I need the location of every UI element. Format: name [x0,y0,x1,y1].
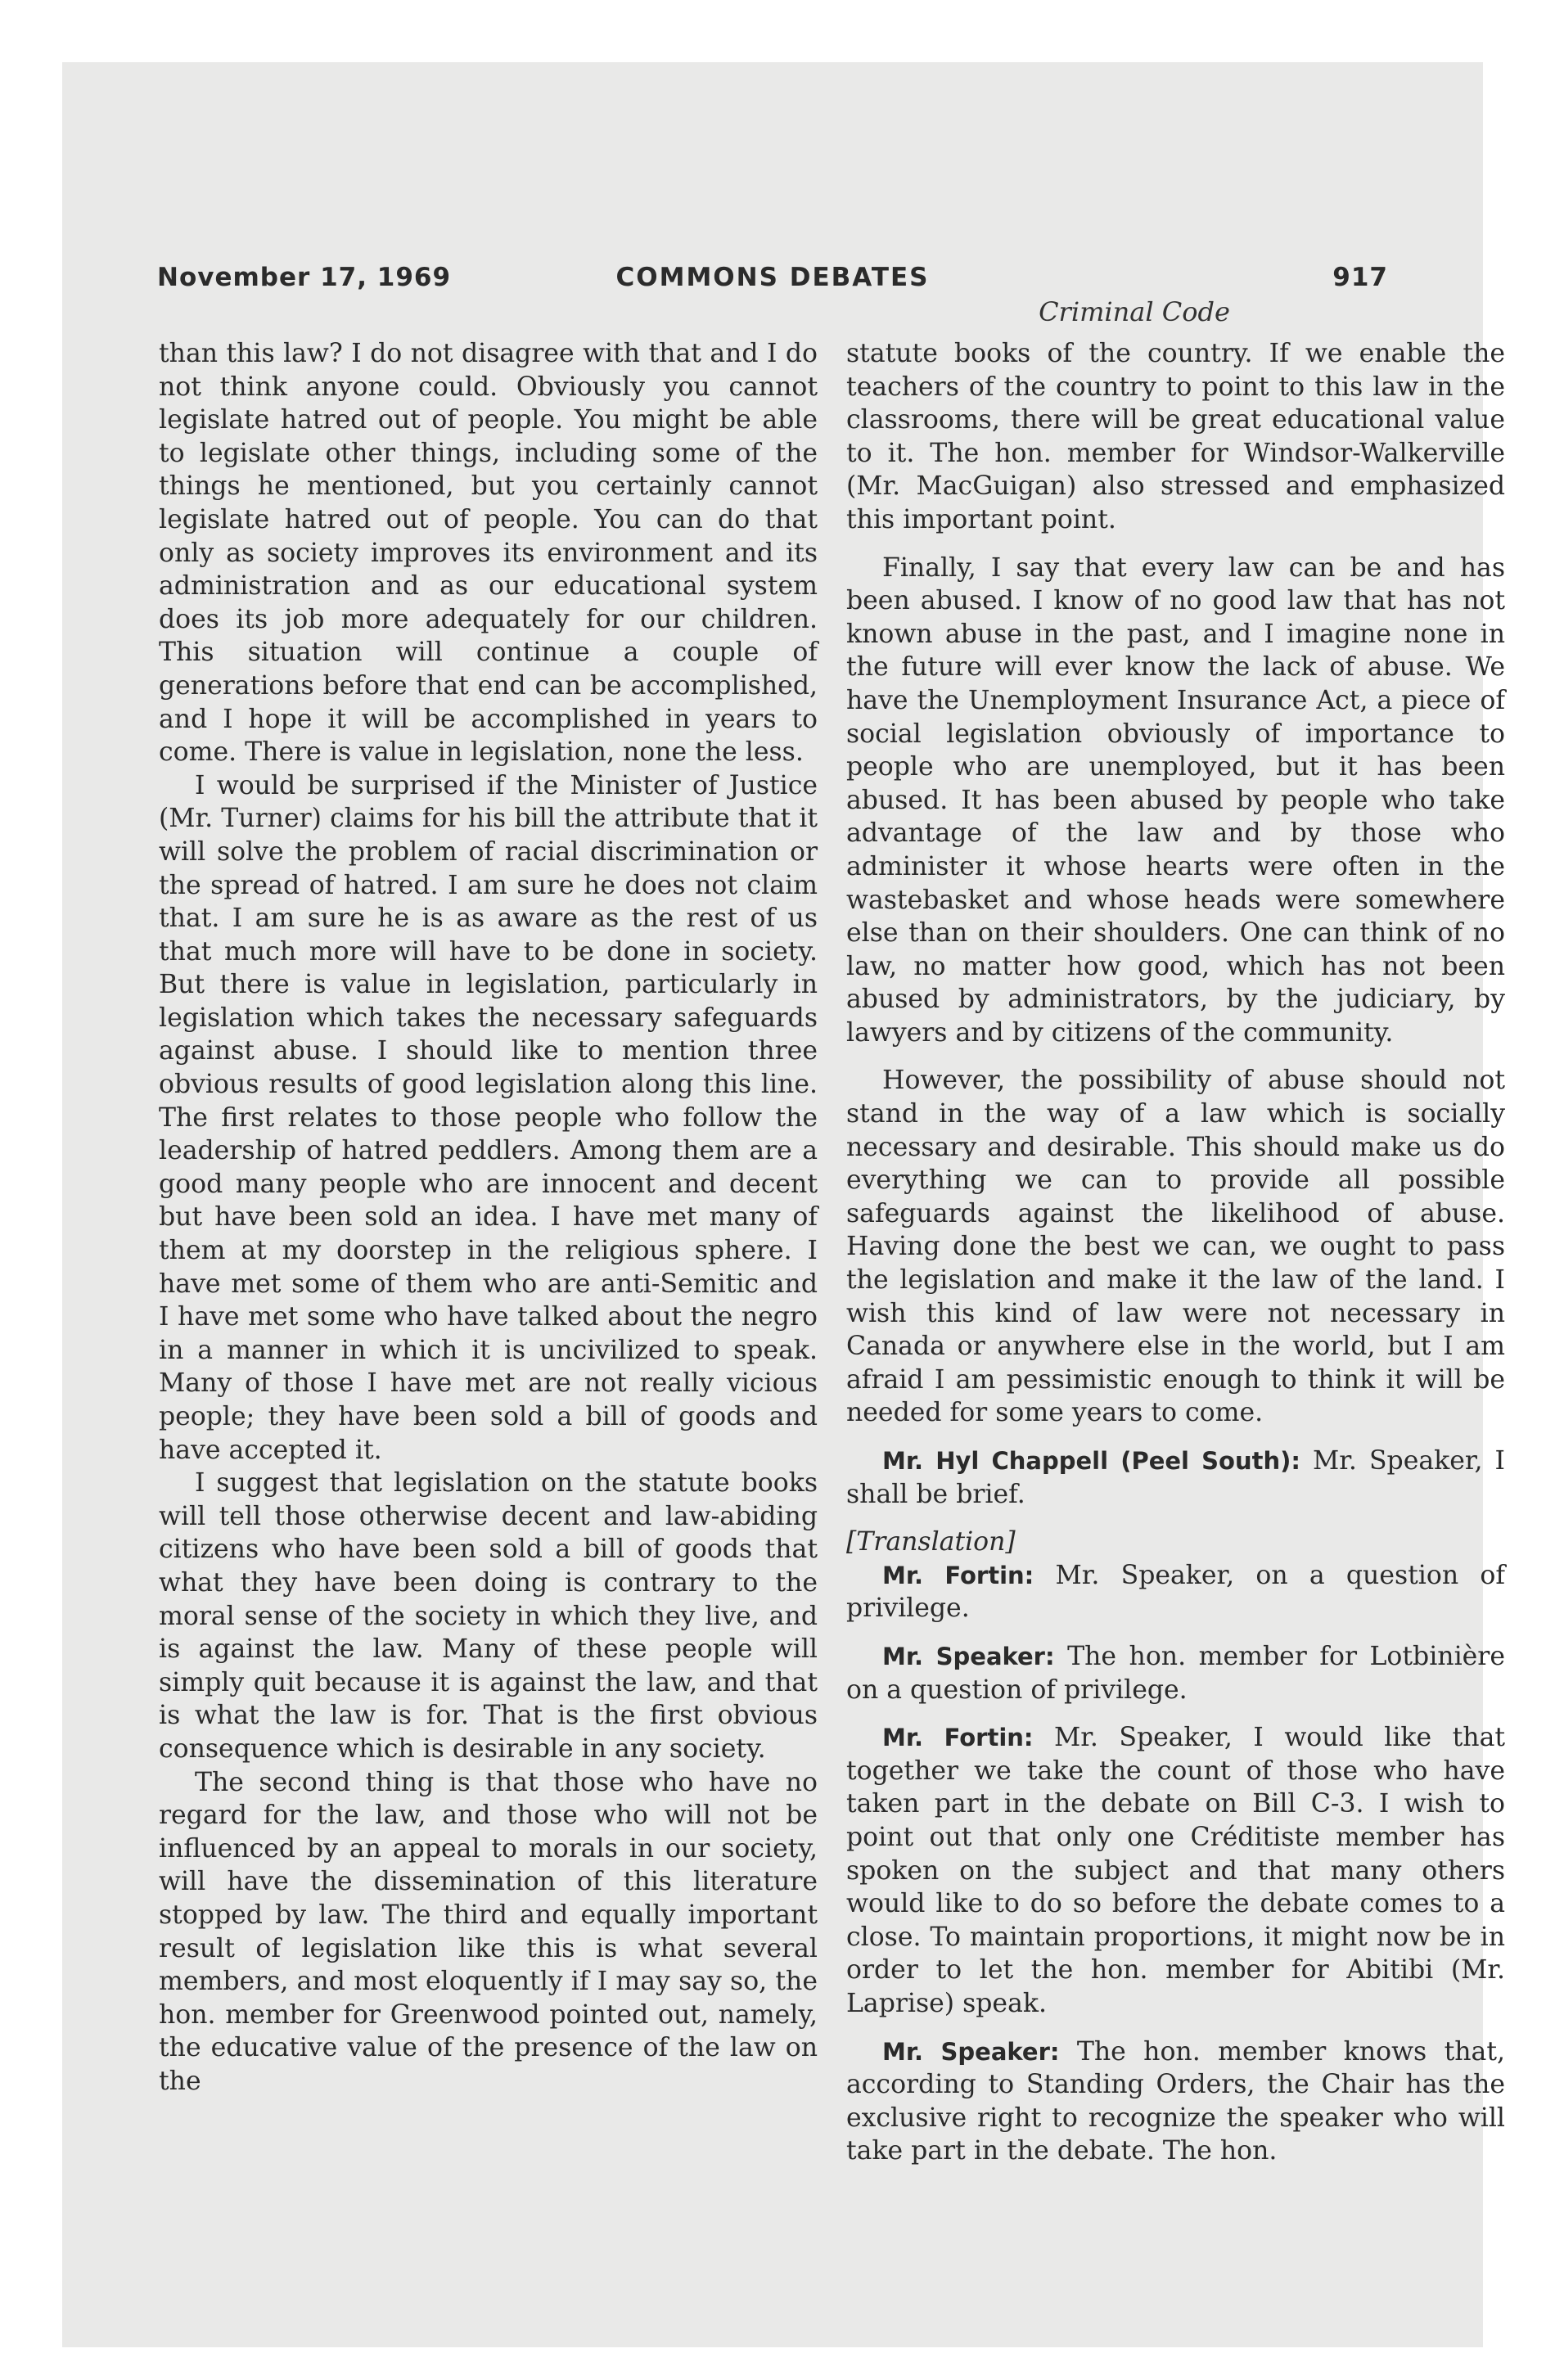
speaker-name: Mr. Hyl Chappell (Peel South): [882,1447,1300,1475]
speech-text: Mr. Speaker, on a question of privilege. [846,1560,1506,1624]
speech-text: The hon. member knows that, according to Standing Orders, the Chair has the exclusive right to recognize the speaker who will take part in the debate. The hon. [846,2036,1505,2166]
scanned-page [62,62,1506,2347]
translation-label: [Translation] [846,1527,1016,1557]
header-title: COMMONS DEBATES [615,263,930,292]
paragraph: Finally, I say that every law can be and has been abused. I know of no good law that has not known abuse in the past, and I imagine none in the future will ever know the lack of abuse. We have the Unemployment Insurance Act, a piece of social legislation obviously of importance to people who are unemployed, but it has been abused. It has been abused by people who take advantage of the law and by those who administer it whose hearts were often in the wastebasket and whose heads were somewhere else than on their shoulders. One can think of no law, no matter how good, which has not been abused by administrators, by the judiciary, by lawyers and by citizens of the community. [846,552,1505,1048]
speech-text: Mr. Speaker, I would like that together we take the count of those who have taken part in the debate on Bill C-3. I wish to point out that only one Créditiste member has spoken on the subject and that many others would like to do so before the debate comes to a close. To maintain proportions, it might now be in order to let the hon. member for Abitibi (Mr. Laprise) speak. [846,1723,1506,2018]
speaker-name: Mr. Fortin: [882,1724,1034,1752]
section-title: Criminal Code [1039,296,1230,327]
speech-text: The hon. member for Lotbinière on a question of privilege. [846,1641,1505,1705]
speaker-name: Mr. Speaker: [882,2037,1060,2066]
left-column [159,337,818,2098]
paragraph: The second thing is that those who have no regard for the law, and those who will not be influenced by an appeal to morals in our society, will have the dissemination of this literature stopped by law. The third and equally important result of legislation like this is what several members, and most eloquently if I may say so, the hon. member for Greenwood pointed out, namely, the educative value of the presence of the law on the [159,1767,818,2096]
header-date: November 17, 1969 [157,263,452,292]
speech-speaker [846,2035,1505,2168]
paragraph: I suggest that legislation on the statute books will tell those otherwise decent and law-abiding citizens who have been sold a bill of goods that what they have been doing is contrary to the moral sense of the society in which they live, and is against the law. Many of these people will simply quit because it is against the law, and that is what the law is for. That is the first obvious consequence which is desirable in any society. [159,1468,818,1764]
speech-fortin [846,1721,1505,2020]
speech-text: Mr. Speaker, I shall be brief. [846,1446,1505,1509]
paragraph: than this law? I do not disagree with that and I do not think anyone could. Obviously you cannot legislate hatred out of people. You might be able to legislate other things, including some of the things he mentioned, but you certainly cannot legislate hatred out of people. You can do that only as society improves its environment and its administration and as our educational system does its job more adequately for our children. This situation will continue a couple of generations before that end can be accomplished, and I hope it will be accomplished in years to come. There is value in legislation, none the less. [159,339,818,768]
speech-chappell [846,1445,1505,1511]
speaker-name: Mr. Fortin: [882,1561,1034,1589]
paragraph: I would be surprised if the Minister of Justice (Mr. Turner) claims for his bill the attribute that it will solve the problem of racial discrimination or the spread of hatred. I am sure he does not claim that. I am sure he is as aware as the rest of us that much more will have to be done in society. But there is value in legislation, particularly in legislation which takes the necessary safeguards against abuse. I should like to mention three obvious results of good legislation along this line. The first relates to those people who follow the leadership of hatred peddlers. Among them are a good many people who are innocent and decent but have been sold an idea. I have met many of them at my doorstep in the religious sphere. I have met some of them who are anti-Semitic and I have met some who have talked about the negro in a manner in which it is uncivilized to speak. Many of those I have met are not really vicious people; they have been sold a bill of goods and have accepted it. [159,770,818,1465]
speech-fortin [846,1559,1505,1625]
speaker-name: Mr. Speaker: [882,1642,1055,1670]
right-column [846,337,1505,2168]
speech-speaker [846,1640,1505,1706]
paragraph: statute books of the country. If we enable the teachers of the country to point to this law in the classrooms, there will be great educational value to it. The hon. member for Windsor-Walkerville (Mr. MacGuigan) also stressed and emphasized this important point. [846,339,1505,534]
paragraph: However, the possibility of abuse should not stand in the way of a law which is socially necessary and desirable. This should make us do everything we can to provide all possible safeguards against the likelihood of abuse. Having done the best we can, we ought to pass the legislation and make it the law of the land. I wish this kind of law were not necessary in Canada or anywhere else in the world, but I am afraid I am pessimistic enough to think it will be needed for some years to come. [846,1066,1505,1428]
header-page-number: 917 [1332,263,1388,292]
